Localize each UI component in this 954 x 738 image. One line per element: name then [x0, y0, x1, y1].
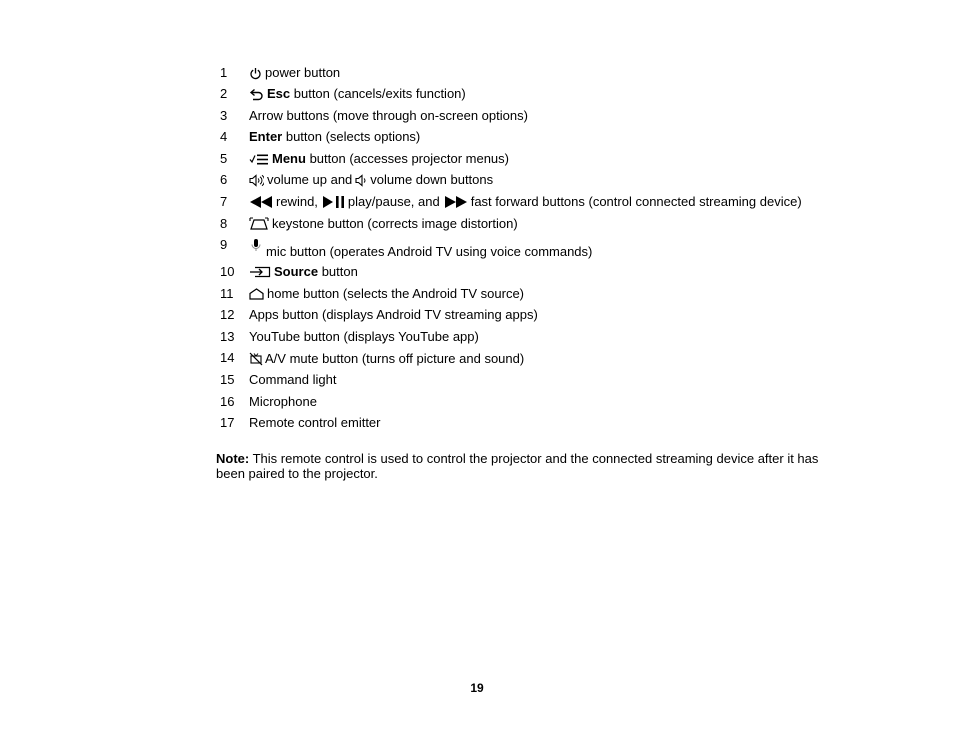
- list-item: [216, 216, 856, 236]
- item-text: rewind,: [276, 194, 318, 209]
- item-text: button (cancels/exits function): [290, 86, 466, 101]
- mic-icon: [249, 238, 263, 254]
- play-pause-icon: [322, 196, 345, 208]
- item-text: Arrow buttons (move through on-screen options): [249, 108, 528, 123]
- item-text: Apps button (displays Android TV streaming apps): [249, 307, 538, 322]
- item-description: [249, 65, 340, 81]
- item-number: 1: [220, 65, 228, 80]
- list-item: [216, 65, 856, 85]
- list-item: [216, 239, 856, 259]
- item-number: 14: [220, 350, 235, 365]
- list-item: [216, 108, 856, 128]
- item-description: [249, 86, 466, 102]
- item-text: power button: [265, 65, 341, 80]
- item-number: 8: [220, 216, 228, 231]
- item-number: 9: [220, 237, 228, 252]
- list-item: [216, 264, 856, 284]
- item-number: 2: [220, 86, 228, 101]
- item-number: 6: [220, 172, 228, 187]
- item-number: 4: [220, 129, 228, 144]
- item-number: 17: [220, 415, 235, 430]
- volume-up-icon: [249, 174, 264, 187]
- list-item: [216, 307, 856, 327]
- item-bold-label: Enter: [249, 129, 283, 144]
- item-description: [249, 244, 592, 260]
- note-text: This remote control is used to control the projector and the connected streaming device after it has been paired to the projector.: [216, 451, 819, 481]
- item-description: [249, 286, 524, 302]
- item-description: [249, 415, 381, 431]
- page-number: 19: [470, 681, 484, 695]
- item-text: button (accesses projector menus): [305, 151, 509, 166]
- list-item: [216, 151, 856, 171]
- item-description: [249, 129, 420, 145]
- item-description: [249, 372, 336, 388]
- rewind-icon: [249, 196, 273, 208]
- item-text: keystone button (corrects image distortion): [272, 216, 518, 231]
- item-text: fast forward buttons (control connected streaming device): [470, 194, 802, 209]
- item-text: button (selects options): [282, 129, 421, 144]
- back-arrow-icon: [249, 88, 264, 101]
- list-item: [216, 172, 856, 192]
- item-number: 16: [220, 394, 235, 409]
- item-number: 10: [220, 264, 235, 279]
- item-description: [249, 108, 528, 124]
- list-item: [216, 351, 856, 371]
- item-bold-label: Esc: [267, 86, 291, 101]
- item-description: [249, 351, 524, 367]
- list-item: [216, 286, 856, 306]
- list-item: [216, 86, 856, 106]
- item-description: [249, 151, 509, 167]
- item-text: A/V mute button (turns off picture and sound): [265, 351, 525, 366]
- item-bold-label: Source: [274, 264, 319, 279]
- item-description: [249, 329, 479, 345]
- list-item: [216, 194, 856, 214]
- item-number: 5: [220, 151, 228, 166]
- item-description: [249, 394, 317, 410]
- power-icon: [249, 67, 262, 80]
- item-text: mic button (operates Android TV using voice commands): [266, 244, 593, 259]
- item-text: YouTube button (displays YouTube app): [249, 329, 479, 344]
- volume-down-icon: [355, 174, 367, 187]
- item-bold-label: Menu: [272, 151, 306, 166]
- keystone-icon: [249, 217, 269, 231]
- home-icon: [249, 288, 264, 300]
- item-number: 11: [220, 286, 234, 301]
- item-text: Remote control emitter: [249, 415, 381, 430]
- item-text: home button (selects the Android TV source): [267, 286, 525, 301]
- item-number: 3: [220, 108, 228, 123]
- item-number: 12: [220, 307, 235, 322]
- item-text: button: [318, 264, 358, 279]
- item-description: [249, 307, 538, 323]
- source-icon: [249, 266, 271, 278]
- item-number: 15: [220, 372, 235, 387]
- note-paragraph: [216, 451, 831, 481]
- item-text: Microphone: [249, 394, 317, 409]
- item-text: volume down buttons: [370, 172, 494, 187]
- item-text: Command light: [249, 372, 337, 387]
- item-description: [249, 216, 518, 232]
- item-description: [249, 194, 802, 210]
- list-item: [216, 372, 856, 392]
- list-item: [216, 394, 856, 414]
- item-text: play/pause, and: [347, 194, 440, 209]
- item-text-prefix: volume up and: [267, 172, 353, 187]
- note-label: Note:: [216, 451, 250, 466]
- item-description: [249, 264, 358, 280]
- menu-icon: [249, 153, 269, 166]
- list-item: [216, 415, 856, 435]
- list-item: [216, 129, 856, 149]
- item-description: [249, 172, 493, 188]
- av-mute-icon: [249, 352, 263, 366]
- item-number: 13: [220, 329, 235, 344]
- fast-forward-icon: [444, 196, 468, 208]
- item-number: 7: [220, 194, 228, 209]
- list-item: [216, 329, 856, 349]
